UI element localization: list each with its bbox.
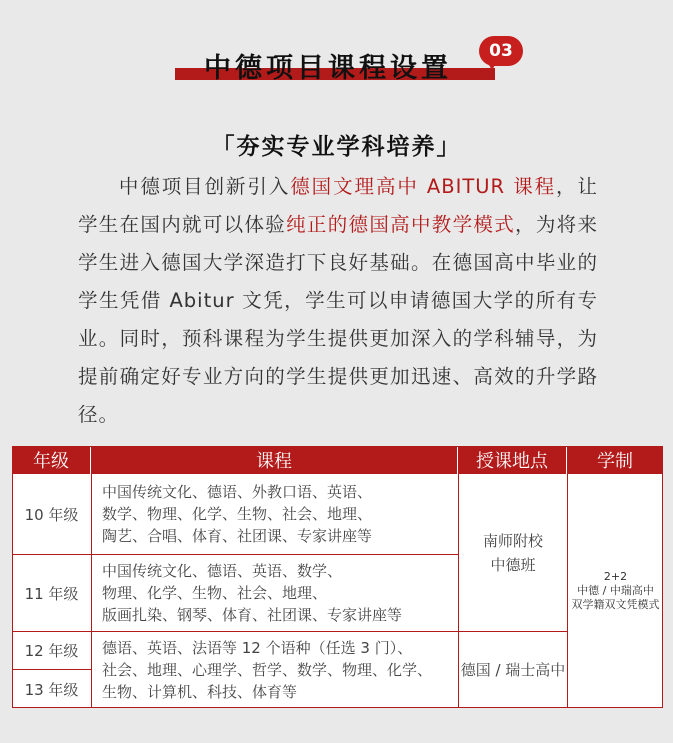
course-line: 生物、计算机、科技、体育等	[102, 683, 298, 701]
school-line: 中德班	[490, 555, 536, 574]
course-line: 陶艺、合唱、体育、社团课、专家讲座等	[102, 527, 373, 545]
course-line: 中国传统文化、德语、英语、数学、	[102, 562, 343, 580]
course-table	[12, 446, 663, 708]
system-cell	[567, 474, 663, 708]
badge-tail	[486, 60, 498, 70]
highlight-abitur: 德国文理高中 ABITUR 课程	[290, 175, 557, 198]
system-line: 2+2	[603, 570, 628, 583]
intro-paragraph	[78, 168, 598, 434]
course-cell	[91, 474, 458, 554]
course-line: 中国传统文化、德语、外教口语、英语、	[102, 483, 373, 501]
school-name	[483, 529, 543, 577]
course-line: 社会、地理、心理学、哲学、数学、物理、化学、	[102, 661, 433, 679]
course-line: 数学、物理、化学、生物、社会、地理、	[102, 505, 373, 523]
grade-label: 13 年级	[24, 680, 79, 699]
course-cell	[91, 631, 458, 708]
school-line: 南师附校	[482, 531, 543, 550]
section-number-badge: 03	[479, 36, 523, 66]
course-line: 版画扎染、钢琴、体育、社团课、专家讲座等	[102, 606, 403, 624]
course-line: 物理、化学、生物、社会、地理、	[102, 584, 328, 602]
grade-cell	[12, 474, 91, 554]
highlight-teaching-mode: 纯正的德国高中教学模式	[286, 213, 516, 236]
grade-label: 11 年级	[24, 584, 79, 603]
paragraph-text-2: ，让学生在国内就可以体验	[78, 175, 598, 236]
course-line: 德语、英语、法语等 12 个语种（任选 3 门）、	[102, 639, 413, 657]
course-cell	[91, 554, 458, 631]
system-line: 双学籍双文凭模式	[571, 598, 660, 611]
section-header	[0, 0, 673, 100]
school-name: 德国 / 瑞士高中	[460, 661, 566, 679]
system-text	[572, 570, 660, 612]
page-title: 中德项目课程设置	[204, 53, 452, 84]
header-location: 授课地点	[458, 446, 566, 474]
course-list	[92, 560, 402, 626]
grade-cell	[12, 554, 91, 631]
course-list	[92, 637, 432, 703]
grade-label: 10 年级	[24, 505, 79, 524]
header-grade: 年级	[12, 446, 90, 474]
course-list	[92, 481, 372, 547]
paragraph-text-1: 中德项目创新引入	[118, 175, 291, 198]
location-cell	[458, 631, 567, 708]
grade-cell	[12, 669, 91, 708]
location-cell	[458, 474, 567, 631]
section-subheading: 「夯实专业学科培养」	[211, 134, 462, 160]
paragraph-text-3: ，为将来学生进入德国大学深造打下良好基础。在德国高中毕业的学生凭借 Abitur 文凭，学生可以申请德国大学的所有专业。同时，预科课程为学生提供更加深入的学科辅导，为提前确定好专业方向的学生提供更加迅速、高效的升学路径。	[78, 213, 598, 426]
header-courses: 课程	[91, 446, 457, 474]
grade-label: 12 年级	[24, 642, 79, 660]
system-line: 中德 / 中瑞高中	[577, 584, 654, 597]
grade-cell	[12, 631, 91, 669]
header-system: 学制	[567, 446, 663, 474]
